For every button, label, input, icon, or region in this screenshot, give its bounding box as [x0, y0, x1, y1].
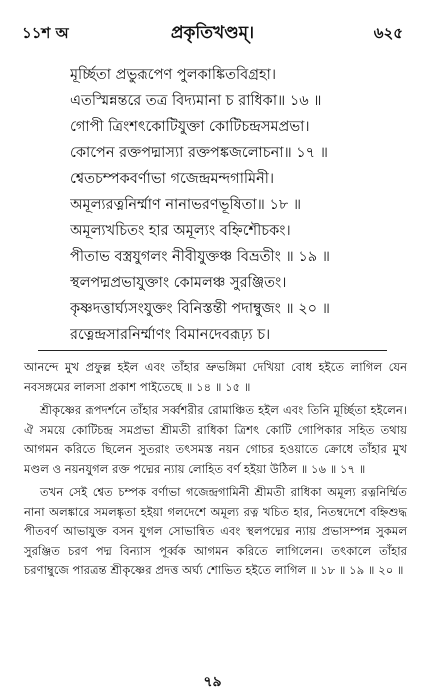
- sanskrit-verses: [70, 62, 409, 348]
- page-header: [22, 22, 403, 46]
- page-footer-number: ৭৯: [203, 674, 222, 690]
- verse-line: পীতাভ বস্ত্রযুগলং নীবীযুক্তঞ্চ বিভ্রতীং ॥ ১৯ ॥: [70, 249, 330, 265]
- verse-line: শ্বেতচম্পকবর্ণাভা গজেন্দ্রমন্দগামিনী।: [70, 171, 275, 187]
- verse-line: গোপী ত্রিংশৎকোটিযুক্তা কোটিচন্দ্রসমপ্রভা।: [70, 119, 310, 135]
- verse-line: রত্নেন্দ্রসারনির্ম্মাণং বিমানদেবরূঢ়্য চ।: [70, 327, 271, 343]
- verse-line: কৃষ্ণদত্তার্ঘ্যসংযুক্তং বিনিস্তন্তী পদাম্বুজং ॥ ২০ ॥: [70, 301, 330, 317]
- section-divider: [38, 350, 387, 351]
- verse-line: স্থলপদ্মপ্রভাযুক্তাং কোমলঞ্চ সুরঞ্জিতং।: [70, 275, 287, 291]
- chapter-label: ১১শ অ: [22, 23, 69, 42]
- verse-line: অমূল্যখচিতং হার অমূল্যং বহ্নিশৌচকং।: [70, 223, 291, 239]
- page-number: ৬২৫: [373, 23, 403, 42]
- commentary-paragraph: তখন সেই শ্বেত চম্পক বর্ণাভা গজেন্দ্রগামিনী শ্রীমতী রাধিকা অমূল্য রত্ননির্ম্মিত নানা অলঙ্কারে সমলঙ্কৃতা হইয়া গলদেশে অমূল্য রত্ন খচিত হার, নিতম্বদেশে বহ্নিশুদ্ধ পীতবর্ণ আভাযুক্ত বসন যুগল সোভান্বিত এবং স্থলপদ্মের ন্যায় প্রভাসম্পন্ন সুকমল সুরঞ্জিত চরণ পদ্ম বিন্যাস পূর্ব্বক আগমন করিতে লাগিলেন। তৎকালে তাঁহার চরণাম্বুজে পারত্রন্ত শ্রীকৃষ্ণের প্রদত্ত অর্ঘ্য শোভিত হইতে লাগিল ॥ ১৮ ॥ ১৯ ॥ ২০ ॥: [24, 485, 407, 577]
- verse-line: কোপেন রক্তপদ্মাস্যা রক্তপঙ্কজলোচনা॥ ১৭ ॥: [70, 145, 328, 161]
- bengali-commentary: [24, 358, 407, 585]
- commentary-paragraph: শ্রীকৃষ্ণের রূপদর্শনে তাঁহার সর্ব্বশরীর রোমাঞ্চিত হইল এবং তিনি মূর্চ্ছিতা হইলেন। ঐ সময়ে কোটিচন্দ্র সমপ্রভা শ্রীমতী রাধিকা ত্রিশৎ কোটি গোপিকার সহিত তথায় আগমন করিতে ছিলেন সুতরাং তৎসমস্ত নয়ন গোচর হওয়াতে ক্রোধে তাঁহার মুখ মণ্ডল ও নয়নযুগল রক্ত পদ্মের ন্যায় লোহিত বর্ণ হইয়া উঠিল ॥ ১৬ ॥ ১৭ ॥: [24, 403, 407, 476]
- verse-line: এতস্মিন্নন্তরে তত্র বিদ্যমানা চ রাধিকা॥ ১৬ ॥: [70, 93, 322, 109]
- commentary-paragraph: আনন্দে মুখ প্রফুল্ল হইল এবং তাঁহার ভ্রুভঙ্গিমা দেখিয়া বোধ হইতে লাগিল যেন নবসঙ্গমের লালসা প্রকাশ পাইতেছে ॥ ১৪ ॥ ১৫ ॥: [24, 360, 407, 394]
- verse-line: মূর্চ্ছিতা প্রভুরূপেণ পুলকাঙ্কিতবিগ্রহা।: [70, 67, 277, 83]
- verse-line: অমূল্যরত্ননির্ম্মাণ নানাভরণভূষিতা॥ ১৮ ॥: [70, 197, 302, 213]
- page-title: প্রকৃতিখণ্ডম্‌।: [170, 23, 255, 43]
